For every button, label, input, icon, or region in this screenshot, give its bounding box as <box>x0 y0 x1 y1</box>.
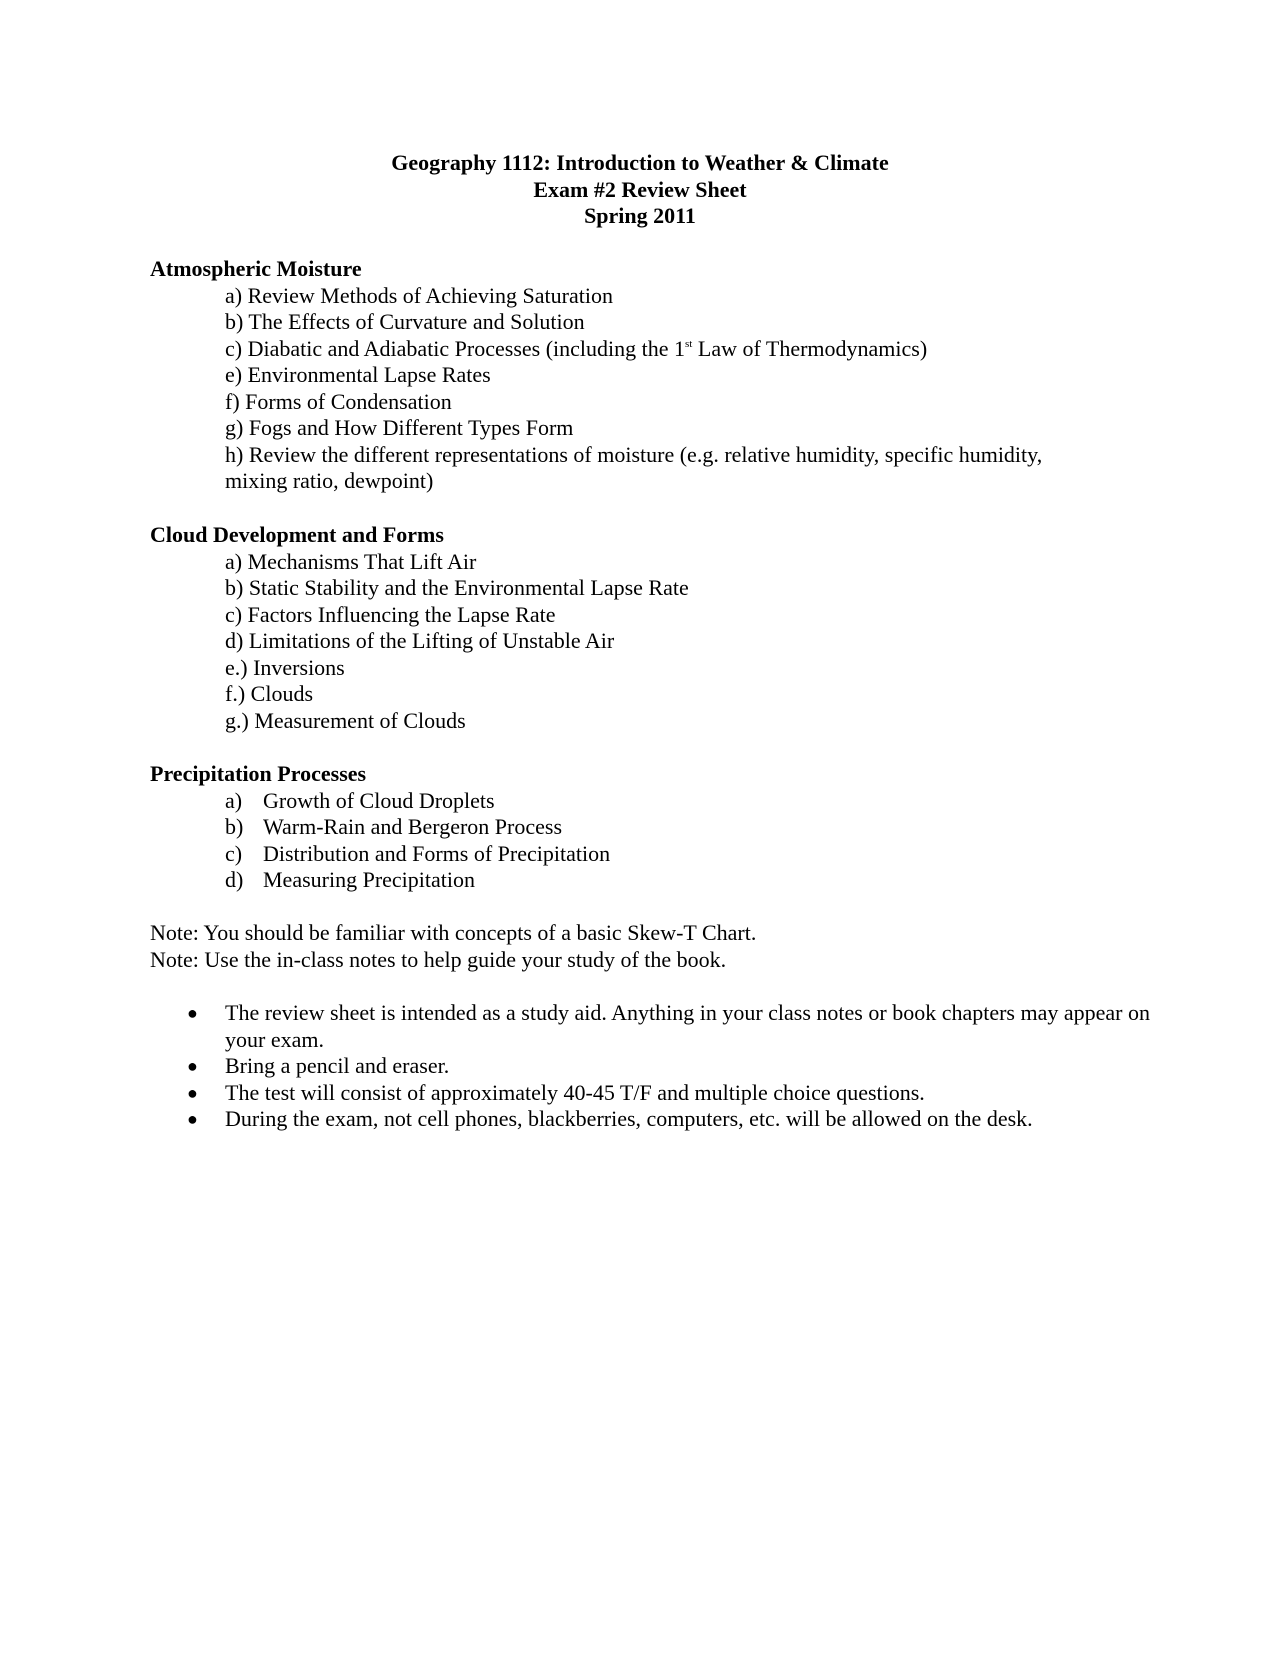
list-item-text: Warm-Rain and Bergeron Process <box>263 814 563 839</box>
course-title: Geography 1112: Introduction to Weather & Climate <box>391 150 889 175</box>
term-title: Spring 2011 <box>584 203 696 228</box>
bullet-text: During the exam, not cell phones, blackberries, computers, etc. will be allowed on the desk. <box>225 1106 1033 1131</box>
list-item-label: a) <box>225 787 243 813</box>
list-item: d) Limitations of the Lifting of Unstable Air <box>225 628 615 653</box>
list-item-label: b) <box>225 814 244 839</box>
list-item: a) Mechanisms That Lift Air <box>225 548 477 574</box>
bullet-item <box>150 1053 1150 1080</box>
bullet-icon: ● <box>187 1109 198 1129</box>
list-item: f.) Clouds <box>225 681 313 706</box>
bullet-icon: ● <box>187 1056 198 1076</box>
bullet-text: Bring a pencil and eraser. <box>225 1053 450 1078</box>
list-item <box>225 814 1105 841</box>
list-item <box>225 336 1105 363</box>
list-item: f) Forms of Condensation <box>225 388 452 414</box>
bullet-icon: ● <box>187 1082 198 1103</box>
note-line: Note: Use the in-class notes to help guide your study of the book. <box>150 946 727 972</box>
section-items <box>225 549 1105 735</box>
list-item <box>225 867 1105 894</box>
list-item-text: Growth of Cloud Droplets <box>263 787 495 813</box>
list-item: h) Review the different representations of moisture (e.g. relative humidity, specific humidity, mixing ratio, dewpoint) <box>225 441 1043 493</box>
list-item-text: c) Diabatic and Adiabatic Processes (including the 1 <box>225 335 686 361</box>
list-item-label: d) <box>225 867 244 892</box>
bullet-text: The review sheet is intended as a study aid. Anything in your class notes or book chapters may appear on your exam. <box>225 1000 1150 1052</box>
bullet-item <box>150 1106 1150 1133</box>
section-items <box>225 283 1105 495</box>
section-title: Cloud Development and Forms <box>150 522 444 547</box>
list-item <box>225 788 1105 815</box>
list-item <box>225 841 1105 868</box>
note-line: Note: You should be familiar with concepts of a basic Skew-T Chart. <box>150 920 757 945</box>
list-item: e.) Inversions <box>225 654 345 680</box>
bullet-item <box>150 1080 1150 1107</box>
section-precipitation <box>150 761 1150 894</box>
list-item: a) Review Methods of Achieving Saturation <box>225 282 613 308</box>
list-item: c) Factors Influencing the Lapse Rate <box>225 601 556 627</box>
document-header <box>0 150 1280 230</box>
bullet-icon: ● <box>187 1003 198 1023</box>
section-items <box>225 788 1105 894</box>
list-item: g.) Measurement of Clouds <box>225 707 466 733</box>
section-title: Precipitation Processes <box>150 761 367 786</box>
superscript: st <box>685 337 693 350</box>
bullet-item <box>150 1000 1150 1053</box>
list-item: e) Environmental Lapse Rates <box>225 362 491 387</box>
list-item: g) Fogs and How Different Types Form <box>225 415 574 440</box>
list-item: b) Static Stability and the Environmental Lapse Rate <box>225 575 689 600</box>
list-item-text: Distribution and Forms of Precipitation <box>263 840 611 866</box>
instructions-list <box>150 1000 1150 1133</box>
bullet-text: The test will consist of approximately 40-45 T/F and multiple choice questions. <box>225 1079 925 1105</box>
list-item-text: Measuring Precipitation <box>263 867 476 892</box>
list-item-text-tail: Law of Thermodynamics) <box>692 335 928 361</box>
list-item: b) The Effects of Curvature and Solution <box>225 309 585 334</box>
section-cloud-development <box>150 522 1150 734</box>
list-item-label: c) <box>225 840 243 866</box>
section-atmospheric-moisture <box>150 256 1150 495</box>
notes <box>150 920 1150 973</box>
exam-title: Exam #2 Review Sheet <box>533 176 747 202</box>
section-title: Atmospheric Moisture <box>150 256 362 281</box>
